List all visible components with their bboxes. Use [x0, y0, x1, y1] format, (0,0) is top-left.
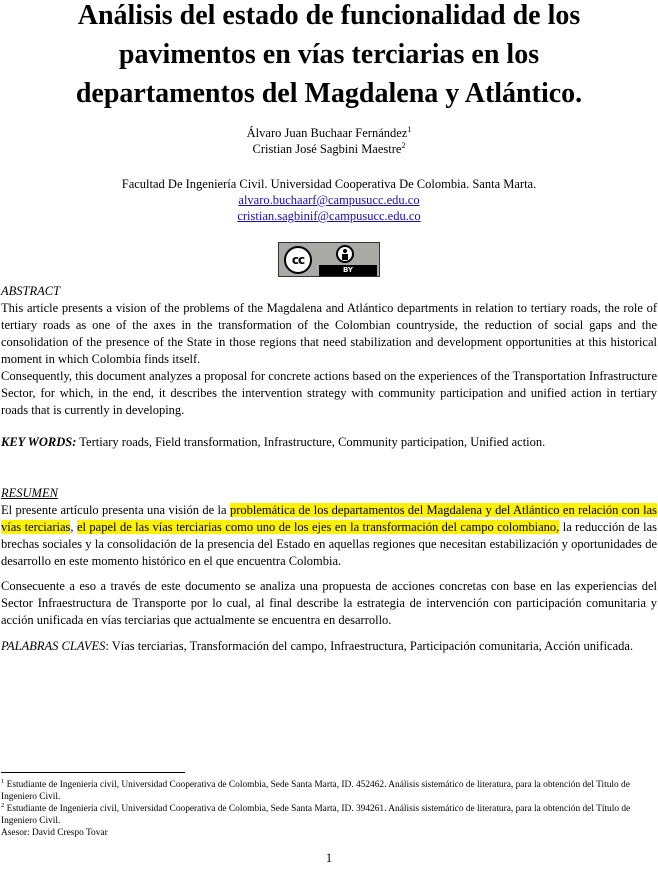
footnote-mark: 2	[401, 141, 406, 150]
license-by-label: BY	[342, 266, 354, 274]
keywords-line	[1, 434, 657, 451]
advisor-note: Asesor: David Crespo Tovar	[1, 828, 108, 838]
keywords-label: KEY WORDS:	[1, 435, 77, 449]
affiliation-block	[0, 176, 658, 224]
creative-commons-icon: cc	[284, 246, 312, 274]
resumen-heading: RESUMEN	[1, 486, 58, 500]
author: Cristian José Sagbini Maestre$^2$	[252, 141, 406, 156]
keywords-text: Tertiary roads, Field transformation, Infrastructure, Community participation, Unified action.	[76, 435, 546, 449]
footnote-mark: 1	[407, 125, 412, 134]
footnote: $^2$ Estudiante de Ingeniería civil, Universidad Cooperativa de Colombia, Sede Santa Marta, ID. 394261. Análisis sistemático de literatura, para la obtención del Título de Ingeniero Civil.	[1, 802, 631, 826]
author: Álvaro Juan Buchaar Fernández$^1$	[246, 125, 412, 140]
email-link[interactable]: cristian.sagbinif@campusucc.edu.co	[237, 209, 421, 223]
resumen-paragraph: El presente artículo presenta una visión de la problemática de los departamentos del Magdalena y del Atlántico en relación con las vías terciarias, el papel de las vías terciarias como uno de los ejes en la transformación del campo colombiano, la reducción de las brechas sociales y la consolidación de la presencia del Estado en aquellas regiones que necesitan estabilización y oportunidades de desarrollo en este momento histórico en el que encuentra Colombia.	[1, 503, 658, 568]
title-line: Análisis del estado de funcionalidad de los	[77, 0, 581, 31]
abstract-section	[1, 283, 657, 419]
paper-title	[0, 0, 658, 113]
title-line: pavimentos en vías terciarias en los	[118, 39, 540, 70]
cc-by-license-badge[interactable]	[278, 242, 380, 277]
footnotes	[1, 779, 657, 839]
resumen-section	[1, 485, 657, 570]
author-list	[0, 125, 658, 157]
abstract-paragraph: This article presents a vision of the problems of the Magdalena and Atlántico departments in relation to tertiary roads, the role of tertiary roads as one of the axes in the transformation of the Colombian countryside, the reduction of social gaps and the consolidation of the presence of the State in those regions that need stabilization and development opportunities at this historical moment in which Colombia finds itself.	[1, 301, 657, 366]
footnote: $^1$ Estudiante de Ingeniería civil, Universidad Cooperativa de Colombia, Sede Santa Marta, ID. 452462. Análisis sistemático de literatura, para la obtención del Titulo de Ingeniero Civil.	[1, 778, 630, 802]
palabras-text: : Vías terciarias, Transformación del campo, Infraestructura, Participación comunitaria, Acción unificada.	[105, 639, 634, 653]
title-line: departamentos del Magdalena y Atlántico.	[75, 78, 583, 109]
abstract-heading: ABSTRACT	[1, 284, 61, 298]
palabras-label: PALABRAS CLAVES	[1, 639, 106, 653]
highlighted-text: el papel de las vías terciarias como uno de los ejes en la transformación del campo colombiano,	[76, 520, 560, 534]
page-number: 1	[325, 851, 333, 865]
attribution-person-icon	[336, 245, 354, 263]
palabras-claves-line	[1, 638, 657, 655]
abstract-paragraph: Consequently, this document analyzes a proposal for concrete actions based on the experiences of the Transportation Infrastructure Sector, for which, in the end, it describes the intervention strategy with community participation and unified action in tertiary roads that is currently in developing.	[1, 369, 657, 417]
footnote-divider	[1, 772, 185, 773]
email-link[interactable]: alvaro.buchaarf@campusucc.edu.co	[238, 193, 420, 207]
highlighted-text: problemática de los departamentos del Magdalena y del Atlántico en relación con las vías terciarias	[1, 503, 657, 534]
resumen-paragraph-2: Consecuente a eso a través de este documento se analiza una propuesta de acciones concretas con base en las experiencias del Sector Infraestructura de Transporte por lo cual, al final describe la estrategia de intervención con participación comunitaria y acción unificada en vías terciarias que actualmente se encuentra en desarrollo.	[1, 579, 657, 627]
affiliation: Facultad De Ingeniería Civil. Universidad Cooperativa De Colombia. Santa Marta.	[121, 177, 537, 191]
